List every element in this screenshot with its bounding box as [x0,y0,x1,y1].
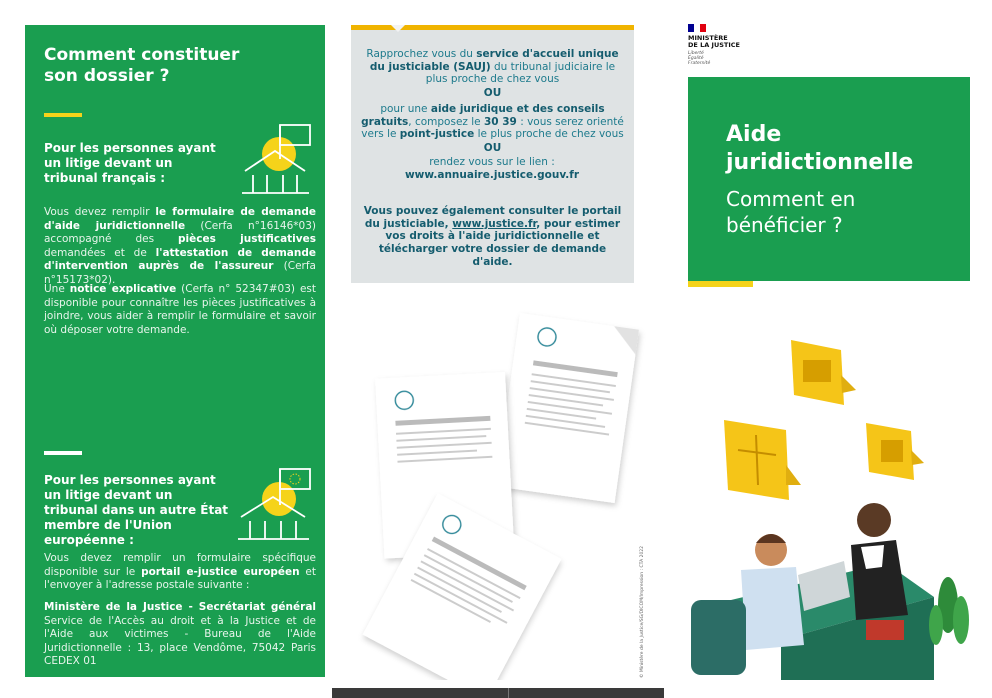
text-segment: Vous pouvez également consulter le portail du justiciable, [363,205,622,230]
logo-motto1: Liberté [688,51,704,56]
courthouse-bubble-icon [791,340,856,405]
box-bubble-icon [866,423,924,480]
cover-title-box [688,77,970,281]
text-segment: point-justice [399,128,475,141]
text-segment: service d'accueil unique du justiciable (SAUJ) [369,48,619,73]
text-segment: (Cerfa n° 52347#03) est disponible pour connaître les pièces justificatives à joindre, vous aider à remplir le formulaire et savoir où déposer votre demande. [44,283,316,336]
box-notch [391,25,405,32]
text-segment: www.annuaire.justice.gouv.fr [404,168,580,181]
text-segment: pour une [380,103,431,115]
text-segment: demandées et de [44,246,156,259]
scales-bubble-icon [724,420,801,500]
french-flag-icon [688,24,706,32]
eu-courthouse-flag-icon [235,465,317,541]
text-segment: l'attestation de demande d'intervention auprès de l'assureur [44,246,317,272]
text-segment: : vous serez orienté vers le [361,115,624,141]
cover-title: Aide juridictionnelle [726,122,914,175]
text-segment: Vous devez remplir un formulaire spécifique disponible sur le [44,552,316,578]
left-title: Comment constituer son dossier ? [44,45,240,86]
text-segment: (Cerfa n°16146*03) accompagné des [44,219,316,245]
section2-paragraph1 [44,552,316,593]
text-segment: portail e-justice européen [141,565,300,578]
consultation-illustration [686,335,976,680]
logo-motto2: Égalité [688,56,704,61]
info-or-1: OU [483,87,502,99]
logo-motto3: Fraternité [688,61,711,66]
info-or-2: OU [483,142,502,154]
cover-subtitle: Comment en bénéficier ? [726,187,856,237]
text-segment: Vous devez remplir [44,206,156,218]
info-link[interactable] [392,156,592,181]
documents-illustration [330,290,660,680]
text-segment: Rapprochez vous du [366,48,477,60]
text-segment: , composez le [408,115,484,128]
text-segment: pièces justificatives [178,233,316,245]
info-box [351,25,634,283]
section1-paragraph2 [44,283,316,337]
text-segment: le plus proche de chez vous [474,128,624,141]
ministry-logo [688,24,740,66]
section1-heading: Pour les personnes ayant un litige devant un tribunal français : [44,141,216,185]
text-segment: notice explicative [69,283,177,295]
viewer-scrollbar[interactable] [332,688,664,698]
text-segment: le formulaire de demande d'aide juridictionnelle [44,206,316,232]
text-segment: et l'envoyer à l'adresse postale suivante : [44,565,317,591]
section1-paragraph1 [44,206,316,287]
text-segment[interactable]: www.justice.fr [452,217,537,230]
text-segment: aide juridique et des conseils gratuits [361,103,605,128]
white-divider [44,451,82,455]
section2-heading: Pour les personnes ayant un litige devant un tribunal dans un autre État membre de l'Union européenne : [44,473,229,547]
text-segment: du tribunal judiciaire le plus proche de chez vous [425,60,616,86]
text-segment: Une [44,283,70,295]
cover-yellow-bar [688,281,753,287]
left-panel [25,25,325,677]
yellow-divider [44,113,82,117]
info-phone [361,103,624,141]
info-sauj [361,48,624,86]
text-segment: (Cerfa n°15173*02). [44,260,316,286]
info-portal [361,205,624,269]
text-segment: rendez vous sur le lien : [429,156,555,168]
text-segment: Service de l'Accès au droit et à la Justice et de l'Aide aux victimes - Bureau de l'Aide Juridictionnelle : 13, place Vendôme, 75042 Paris CEDEX 01 [44,614,316,667]
print-credit: © Ministère de la Justice/SG/DICOM/Impression : CTA 2022 [640,545,645,678]
logo-line2: DE LA JUSTICE [688,41,740,49]
text-segment: , pour estimer vos droits à l'aide juridictionnelle et télécharger votre dossier de demande d'aide. [378,217,621,268]
text-segment: Ministère de la Justice - Secrétariat général [44,601,316,613]
text-segment: 30 39 [483,115,517,128]
section2-paragraph2 [44,601,316,669]
courthouse-flag-icon [239,121,317,195]
logo-line1: MINISTÈRE [688,34,728,42]
